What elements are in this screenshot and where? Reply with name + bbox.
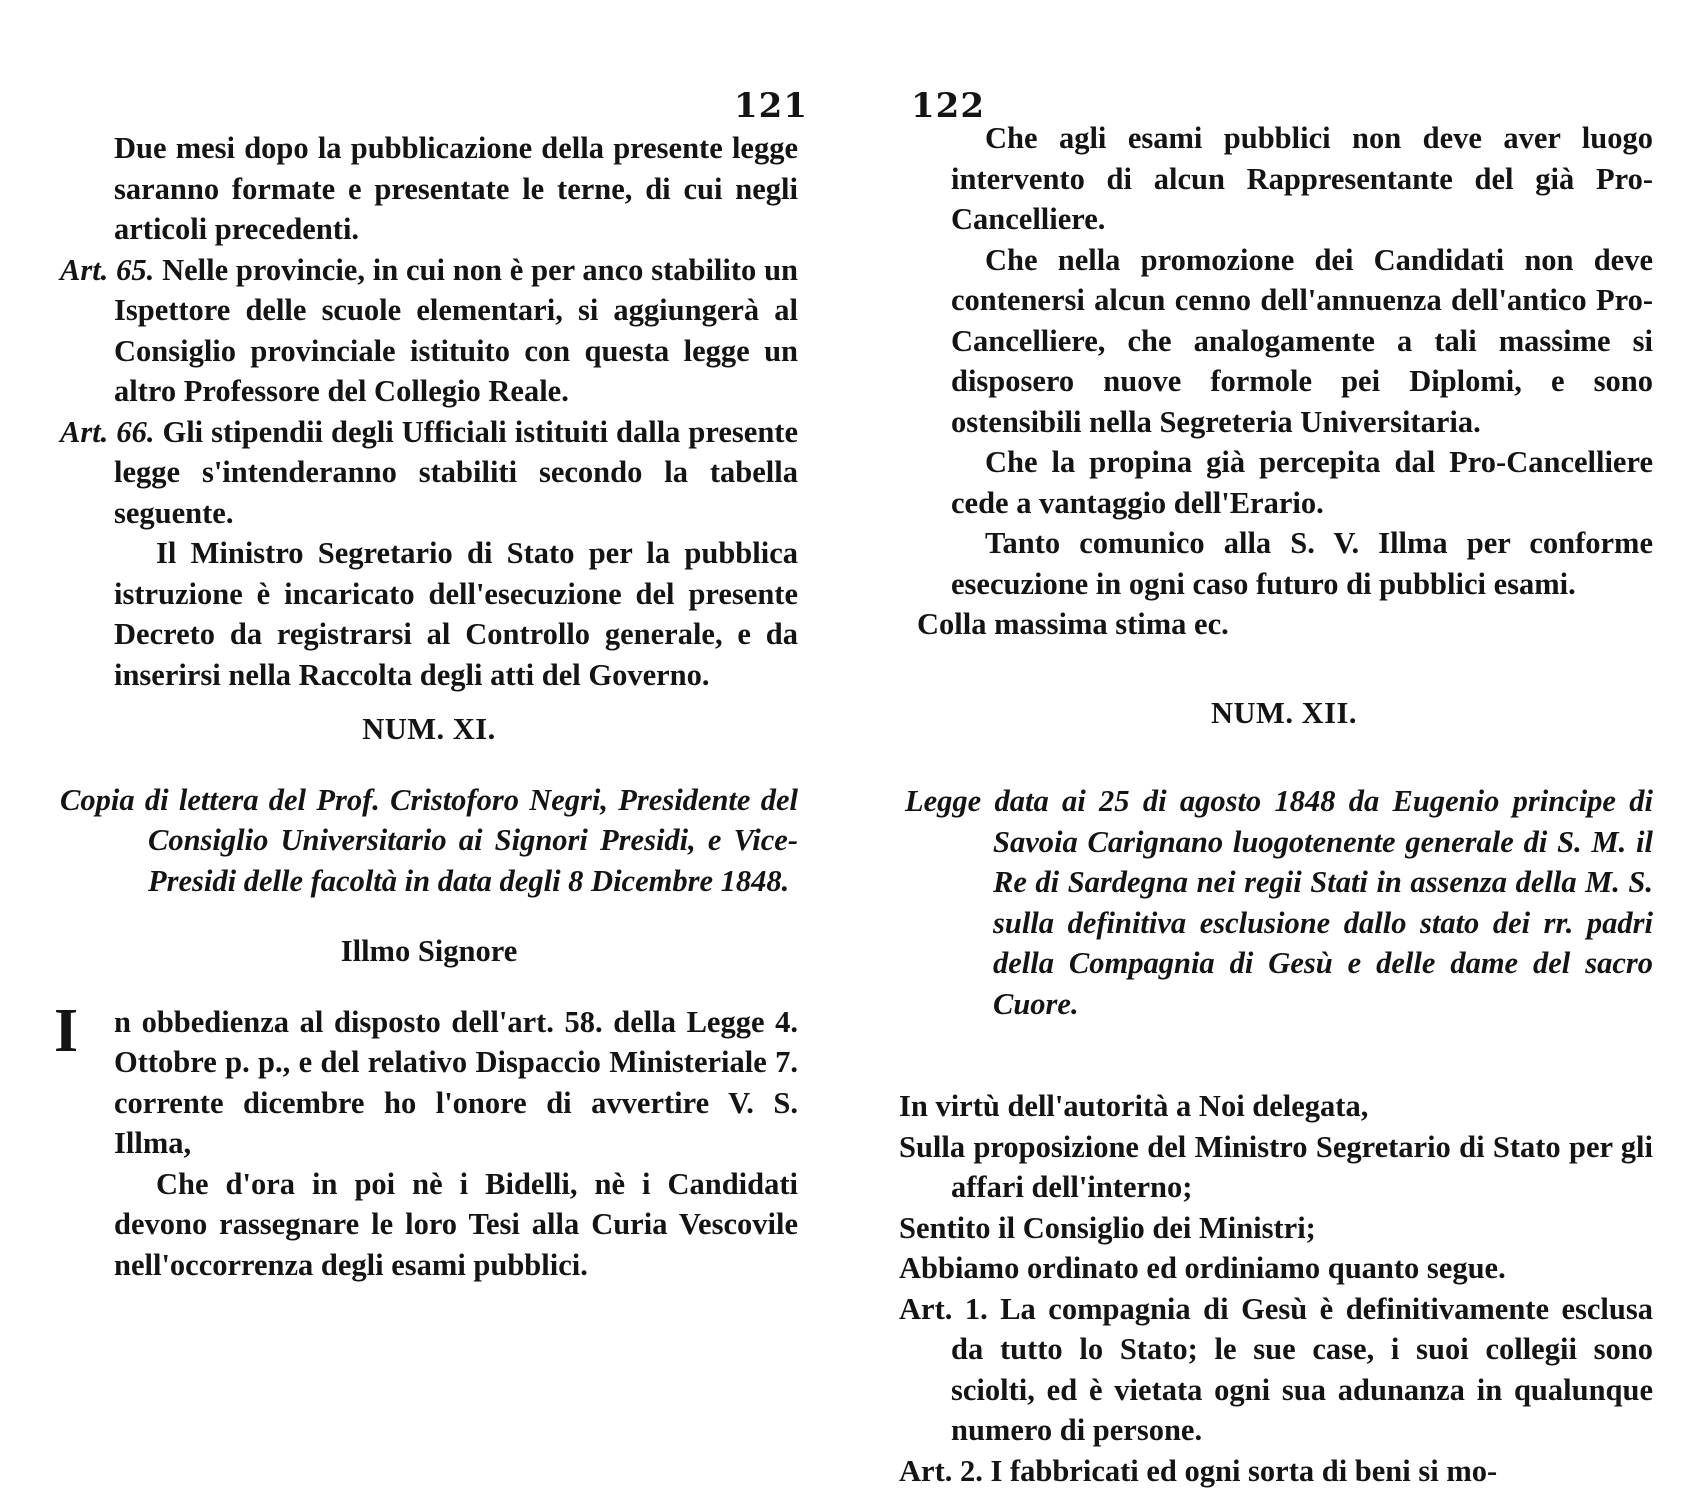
article-label: Art. 66. bbox=[60, 414, 155, 449]
article-text: I fabbricati ed ogni sorta di beni si mo- bbox=[990, 1453, 1498, 1488]
preamble-line-4: Abbiamo ordinato ed ordiniamo quanto segue. bbox=[899, 1251, 1506, 1285]
article-66 bbox=[60, 412, 798, 534]
right-page-body bbox=[899, 118, 1653, 1491]
paragraph-text: Che la propina già percepita dal Pro-Cancelliere cede a vantaggio dell'Erario. bbox=[951, 445, 1653, 520]
letter-title: Copia di lettera del Prof. Cristoforo Negri, Presidente del Consiglio Universitario ai Signori Presidi, e Vice-Presidi delle facoltà in data degli 8 Dicembre 1848. bbox=[60, 782, 798, 898]
page-number-right: 122 bbox=[911, 86, 985, 126]
closing-line: Colla massima stima ec. bbox=[917, 607, 1229, 641]
article-label: Art. 65. bbox=[60, 252, 155, 287]
article-text: Nelle provincie, in cui non è per anco stabilito un Ispettore delle scuole elementari, si aggiungerà al Consiglio provinciale istituito con questa legge un altro Professore del Collegio Reale. bbox=[114, 252, 799, 408]
preamble-line-1: In virtù dell'autorità a Noi delegata, bbox=[899, 1089, 1369, 1123]
article-text: La compagnia di Gesù è definitivamente esclusa da tutto lo Stato; le sue case, i suoi collegii sono sciolti, ed è vietata ogni sua adunanza in qualunque numero di persone. bbox=[951, 1291, 1653, 1447]
article-65 bbox=[60, 250, 798, 412]
preamble-line-2: Sulla proposizione del Ministro Segretario di Stato per gli affari dell'interno; bbox=[899, 1129, 1653, 1204]
page-number-left: 121 bbox=[734, 86, 808, 126]
drop-cap: I bbox=[54, 996, 79, 1065]
right-page bbox=[849, 0, 1698, 1500]
article-label: Art. 1. bbox=[899, 1291, 988, 1326]
law-preamble bbox=[899, 1086, 1653, 1491]
paragraph-text: Che nella promozione dei Candidati non deve contenersi alcun cenno dell'annuenza dell'antico Pro-Cancelliere, che analogamente a tali massime si disposero nuove formole pei Diplomi, e sono ostensibili nella Segreteria Universitaria. bbox=[951, 242, 1653, 439]
law-article-1 bbox=[899, 1289, 1653, 1451]
paragraph-ministro bbox=[60, 533, 798, 695]
paragraph-4 bbox=[915, 523, 1653, 604]
law-article-2 bbox=[899, 1451, 1653, 1492]
preamble-line-3: Sentito il Consiglio dei Ministri; bbox=[899, 1210, 1316, 1245]
paragraph-text: Due mesi dopo la pubblicazione della presente legge saranno formate e presentate le terne, di cui negli articoli precedenti. bbox=[114, 131, 798, 246]
letter-paragraph-1 bbox=[54, 996, 798, 1164]
paragraph-closing-terms bbox=[60, 128, 798, 250]
left-page-body bbox=[54, 128, 799, 1285]
section-heading-num-xii: NUM. XII. bbox=[1211, 695, 1357, 730]
paragraph-text: Tanto comunico alla S. V. Illma per conforme esecuzione in ogni caso futuro di pubblici esami. bbox=[951, 526, 1653, 601]
article-text: Gli stipendii degli Ufficiali istituiti dalla presente legge s'intenderanno stabiliti secondo la tabella seguente. bbox=[114, 414, 798, 530]
article-label: Art. 2. bbox=[899, 1453, 983, 1488]
salutation: Illmo Signore bbox=[340, 934, 518, 968]
paragraph-text: Il Ministro Segretario di Stato per la pubblica istruzione è incaricato dell'esecuzione del presente Decreto da registrarsi al Controllo generale, e da inserirsi nella Raccolta degli atti del Governo. bbox=[114, 536, 798, 692]
section-heading-num-xi: NUM. XI. bbox=[362, 712, 496, 746]
paragraph-3 bbox=[915, 442, 1653, 523]
paragraph-2 bbox=[915, 240, 1653, 443]
letter-paragraph-2 bbox=[60, 1164, 798, 1286]
paragraph-1 bbox=[915, 118, 1653, 240]
paragraph-text: n obbedienza al disposto dell'art. 58. della Legge 4. Ottobre p. p., e del relativo Dispaccio Ministeriale 7. corrente dicembre ho l'onore di avvertire V. S. Illma, bbox=[114, 1004, 798, 1160]
paragraph-text: Che d'ora in poi nè i Bidelli, nè i Candidati devono rassegnare le loro Tesi alla Curia Vescovile nell'occorrenza degli esami pubblici. bbox=[114, 1166, 798, 1282]
paragraph-text: Che agli esami pubblici non deve aver luogo intervento di alcun Rappresentante del già Pro-Cancelliere. bbox=[951, 121, 1653, 236]
law-title: Legge data ai 25 di agosto 1848 da Eugenio principe di Savoia Carignano luogotenente generale di S. M. il Re di Sardegna nei regii Stati in assenza della M. S. sulla definitiva esclusione dallo stato dei rr. padri della Compagnia di Gesù e delle dame del sacro Cuore. bbox=[905, 784, 1653, 1021]
